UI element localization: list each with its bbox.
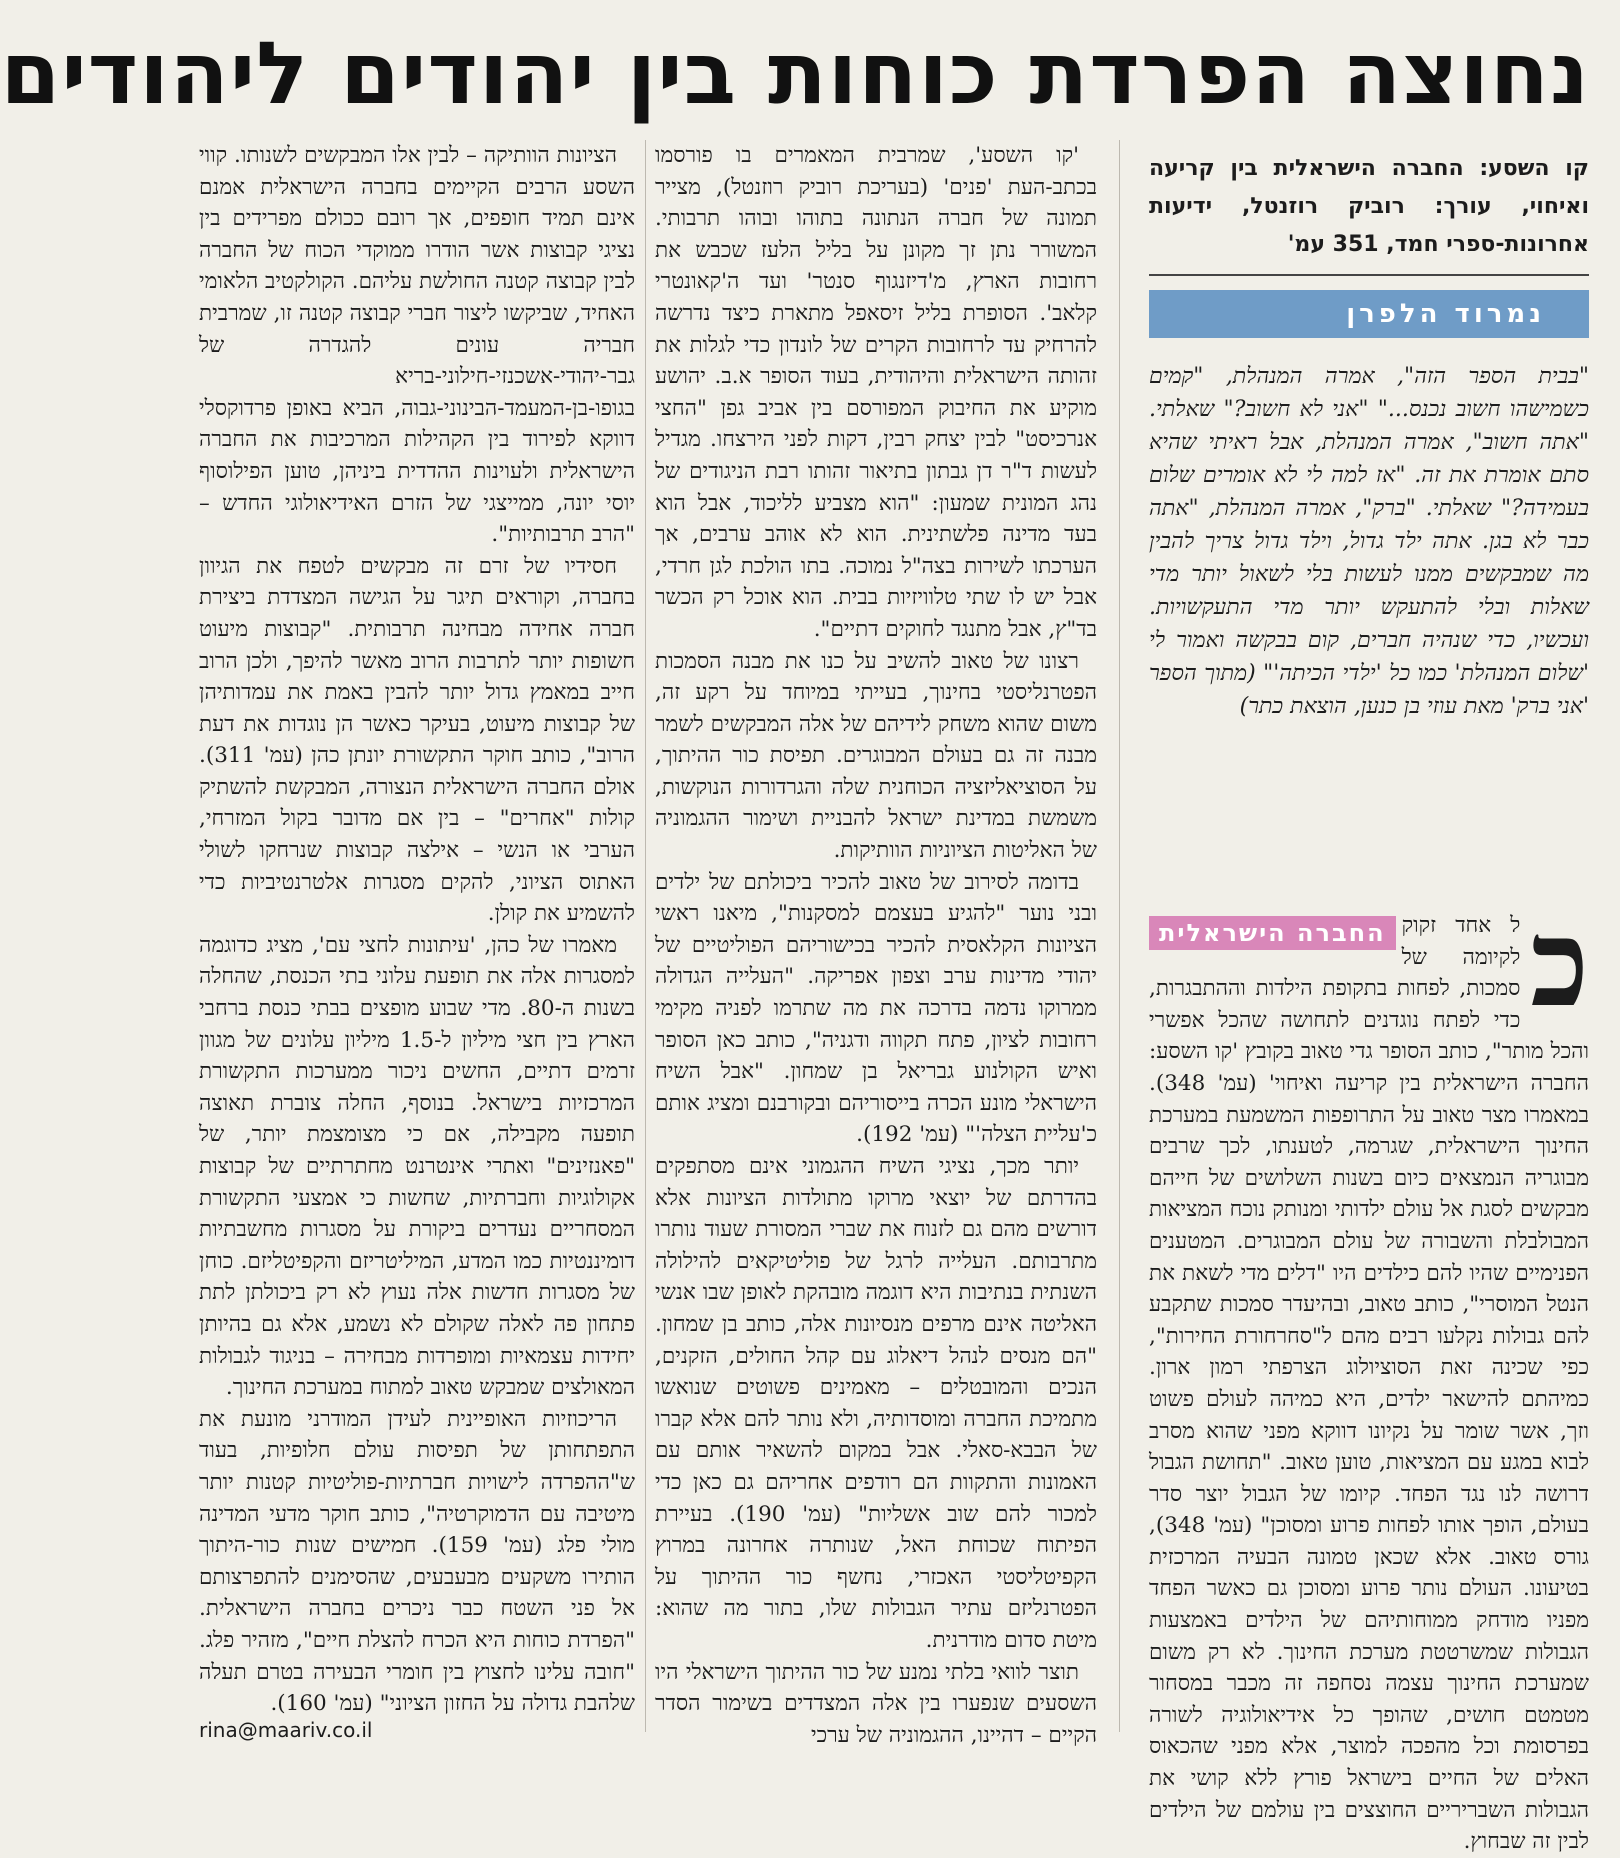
column-divider: [1119, 140, 1120, 1732]
article-column-left: [199, 140, 636, 1717]
paragraph: יותר מכך, נציגי השיח ההגמוני אינם מסתפקים בהדרתם של יוצאי מרוקו מתולדות הציונות אלא דורשים מהם גם לזנוח את שברי המסורת שעוד נותרו מתרבותם. העלייה לרגל של פוליטיקאים להילולה השנתית בנתיבות היא דוגמה מובהקת לאופן שבו אנשי האליטה אינם מרפים מנסיונות אלה, כותב בן שמחון. "הם מנסים לנהל דיאלוג עם קהל החולים, הזקנים, הנכים והמובטלים – מאמינים פשוטים שנואשו מתמיכת החברה ומוסדותיה, ולא נותר להם אלא קברו של הבבא-סאלי. אבל במקום להשאיר אותם עם האמונות והתקוות הם רודפים אחריהם גם כאן כדי למכור להם שוב אשליות" (עמ' 190). בעיירת הפיתוח שכוחת האל, שנותרה אחרונה במרוץ הקפיטליסטי האכזרי, נחשף כור ההיתוך על הפטרנליזם עתיר הגבולות שלו, בתור מה שהוא: מיטת סדום מודרנית.: [655, 1154, 1097, 1653]
paragraph: חסידיו של זרם זה מבקשים לטפח את הגיוון בחברה, וקוראים תיגר על הגישה המצדדת ביצירת חברה אחידה מבחינה תרבותית. "קבוצות מיעוט חשופות יותר לתרבות הרוב מאשר להיפך, ולכן הרוב חייב במאמץ גדול יותר להבין באמת את עמדותיהן של קבוצות מיעוט, בעיקר כאשר הן נוגדות את דעת הרוב", כותב חוקר התקשורת יונתן כהן (עמ' 311). אולם החברה הישראלית הנצורה, המבקשת להשתיק קולות "אחרים" – בין אם מדובר בקול המזרחי, הערבי או הנשי – אילצה קבוצות שנרחקו לשולי האתוס הציוני, להקים מסגרות אלטרנטיביות כדי להשמיע את קולן.: [199, 553, 635, 927]
paragraph: 'קו השסע', שמרבית המאמרים בו פורסמו בכתב-העת 'פנים' (בעריכת רוביק רוזנטל), מצייר תמונה של חברה הנתונה בתוהו ובוהו תרבותי. המשורר נתן זך מקונן על בליל הלעז שכבש את רחובות הארץ, מ'דיזנגוף סנטר' ועד ה'קאונטרי קלאב'. הסופרת בליל זיסאפל מתארת כיצד נדרשה להרחיק עד לרחובות הקרים של לונדון כדי לגלות את זהותה הישראלית והיהודית, בעוד הסופר א.ב. יהושע מוקיע את החיבוק המפורסם בין אביב גפן "החצי אנרכיסט" לבין יצחק רבין, דקות לפני הירצחו. מגדיל לעשות ד"ר דן גבתון בתיאור זהותו רבת הניגודים של נהג המונית שמעון: "הוא מצביע לליכוד, אבל הוא בעד מדינה פלשתינית. הוא לא אוהב ערבים, אך הערכתו לשירות בצה"ל נמוכה. בתו הולכת לגן חרדי, אבל יש לו שתי טלוויזיות בבית. הוא אוכל רק הכשר בד"ץ, אבל מתנגד לחוקים דתיים".: [655, 143, 1097, 642]
paragraph: תוצר לוואי בלתי נמנע של כור ההיתוך הישראלי היו השסעים שנפערו בין אלה המצדדים בשימור הסדר הקיים – דהיינו, ההגמוניה של ערכי: [655, 1659, 1097, 1748]
author-email[interactable]: [199, 1718, 372, 1742]
epigraph-quote: "בבית הספר הזה", אמרה המנהלת, "קמים כשמישהו חשוב נכנס..." "אני לא חשוב?" שאלתי. "אתה חשוב", אמרה המנהלת, אבל ראיתי שהיא סתם אומרת את זה. "אז למה לי לא אומרים שלום בעמידה?" שאלתי. "ברק", אמרה המנהלת, "אתה כבר לא בגן. אתה ילד גדול, וילד גדול צריך להבין מה שמבקשים ממנו לעשות בלי לשאול יותר מדי שאלות ובלי להתעקש יותר מדי התעקשויות. ועכשיו, כדי שנהיה חברים, קום בבקשה ואמור לי 'שלום המנהלת' כמו כל 'ילדי הכיתה'" (מתוך הספר 'אני ברק' מאת עוזי בן כנען, הוצאת כתר): [1149, 364, 1589, 719]
drop-cap: כ: [1530, 893, 1589, 1034]
headline: נחוצה הפרדת כוחות בין יהודים ליהודים: [0, 24, 1590, 124]
paragraph: מאמרו של כהן, 'עיתונות לחצי עם', מציג כדוגמה למסגרות אלה את תופעת עלוני בתי הכנסת, שהחלה בשנות ה-80. מדי שבוע מופצים בבתי כנסת ברחבי הארץ בין חצי מיליון ל-1.5 מיליון עלונים של מגוון זרמים דתיים, החשים ניכור ממערכות התקשורת המרכזיות בישראל. בנוסף, החלה צוברת תאוצה תופעה מקבילה, אם כי מצומצמת יותר, של "פאנזינים" ואתרי אינטרנט מחתרתיים של קבוצות אקולוגיות וחברתיות, שחשות כי אמצעי התקשורת המסחריים נעדרים ביקורת על מסגרות מחשבתיות דומיננטיות כמו המדע, המיליטריזם והקפיטליזם. כוחן של מסגרות חדשות אלה נעוץ לא רק ביכולתן לתת פתחון פה לאלה שקולם לא נשמע, אלא גם בהיותן יחידות עצמאיות ומופרדות מבחירה – בניגוד לגבולות המאולצים שמבקש טאוב למתוח במערכת החינוך.: [199, 932, 636, 1401]
article-column-center: [655, 140, 1097, 1748]
book-info: קו השסע: החברה הישראלית בין קריעה ואיחוי, עורך: רוביק רוזנטל, ידיעות אחרונות-ספרי חמד, 351 עמ': [1149, 150, 1589, 276]
paragraph: רצונו של טאוב להשיב על כנו את מבנה הסמכות הפטרנליסטי בחינוך, בעייתי במיוחד על רקע זה, משום שהוא משחק לידיהם של אלה המבקשים לשמר מבנה זה גם בעולם המבוגרים. תפיסת כור ההיתוך, על הסוציאליזציה הכוחנית שלה והגרדורות הנוקשות, משמשת במדינת ישראל להבניית ושימור ההגמוניה של האליטות הציוניות הוותיקות.: [655, 648, 1097, 864]
body-right-text: ל אחד זקוק לקיומה של סמכות, לפחות בתקופת הילדות וההתבגרות, כדי לפתח נוגדנים לתחושה שהכל אפשרי והכל מותר", כותב הסופר גדי טאוב בקובץ 'קו השסע: החברה הישראלית בין קריעה ואיחוי' (עמ' 348). במאמרו מצר טאוב על התרופפות המשמעת במערכת החינוך הישראלית, שגרמה, לטענתו, לכך שרבים מבוגריה הנמצאים כיום בשנות השלושים של חייהם מבקשים לסגת אל עולם ילדותי ומנותק נוכח המציאות המבולבלת והשבורה של עולם המבוגרים. המטענים הפנימיים שהיו להם כילדים היו "דלים מדי לשאת את הנטל המוסרי", כותב טאוב, ובהיעדר סמכות שתקבע להם גבולות נקלעו רבים מהם ל"סחרחורת החירות", כפי שכינה זאת הסוציולוג הצרפתי רמון ארון. כמיהתם להישאר ילדים, היא כמיהה לעולם פשוט וזך, אשר שומר על נקיונו דווקא מפני שהוא מסרב לבוא במגע עם המציאות, טוען טאוב. "תחושת הגבול דרושה לנו נגד הפחד. קיומו של הגבול יוצר סדר בעולם, הופך אותו לפחות פרוע ומסוכן" (עמ' 348), גורס טאוב. אלא שכאן טמונה הבעיה המרכזית בטיעונו. העולם נותר פרוע ומסוכן גם כאשר הפחד מפניו מודחק ממוחותיהם של הילדים באמצעות הגבולות שמשרטטת מערכת החינוך. לא רק משום שמערכת החינוך עצמה נסחפה זה מכבר במסחור מטמטם חושים, שהופך כל אידיאולוגיה לשורה בפרסומת וכל מהפכה למוצר, אלא מפני שהכאוס האלים של החיים בישראל פורץ ללא קושי את הגבולות השבריריים החוצצים בין עולמם של הילדים לבין זה שבחוץ.: [1149, 913, 1589, 1855]
column-divider: [645, 140, 646, 1732]
paragraph: בדומה לסירוב של טאוב להכיר ביכולתם של ילדים ובני נוער "להגיע בעצמם למסקנות", מיאנו ראשי הציונות הקלאסית להכיר בכישוריהם הפוליטיים של יהודי מדינות ערב וצפון אפריקה. "העלייה הגדולה ממרוקו נדמה בדרכה את מה שתרמו לפניה מקימי רחובות לציון, פתח תקווה ודגניה", כותב כאן הסופר ואיש הקולנוע גבריאל בן שמחון. "אבל השיח הישראלי מונע הכרה בייסוריהם ובקורבנם ומציג אותם כ'עליית הצלה'" (עמ' 192).: [655, 869, 1097, 1148]
paragraph: הציונות הוותיקה – לבין אלו המבקשים לשנותו. קווי השסע הרבים הקיימים בחברה הישראלית אמנם אינם תמיד חופפים, אך רובם ככולם מפרידים בין נציגי קבוצות אשר הודרו ממוקדי הכוח של החברה לבין קבוצה קטנה החולשת עליהם. הקולקטיב הלאומי האחיד, שביקשו ליצור חברי קבוצה קטנה זו, שמרבית חבריה עונים להגדרה של גבר-יהודי-אשכנזי-חילוני-בריא בגופו-בן-המעמד-הבינוני-גבוה, הביא באופן פרדוקסלי דווקא לפירוד בין הקהילות המרכיבות את החברה הישראלית ולעוינות ההדדית ביניהן, טוען הפילוסוף יוסי יונה, ממייצגי של הזרם האידיאולוגי החדש – "הרב תרבותיות".: [199, 143, 635, 548]
author-byline: נמרוד הלפרן: [1149, 290, 1589, 338]
section-badge: החברה הישראלית: [1149, 916, 1396, 950]
email-text[interactable]: rina@maariv.co.il: [199, 1718, 373, 1742]
paragraph: הריכוזיות האופיינית לעידן המודרני מונעת את התפתחותן של תפיסות עולם חלופיות, בעוד ש"ההפרדה לישויות חברתיות-פוליטיות קטנות יותר מיטיבה עם הדמוקרטיה", כותב חוקר מדעי המדינה מולי פלג (עמ' 159). חמישים שנות כור-היתוך הותירו משקעים מבעבעים, שהסימנים להתפרצותם אל פני השטח כבר ניכרים בחברה הישראלית. "הפרדת כוחות היא הכרח להצלת חיים", מזהיר פלג. "חובה עלינו לחצוץ בין חומרי הבעירה בטרם תעלה שלהבת גדולה על החזון הציוני" (עמ' 160).: [199, 1406, 636, 1717]
right-column: [1149, 140, 1589, 1855]
article-body-right: [1149, 893, 1589, 1855]
